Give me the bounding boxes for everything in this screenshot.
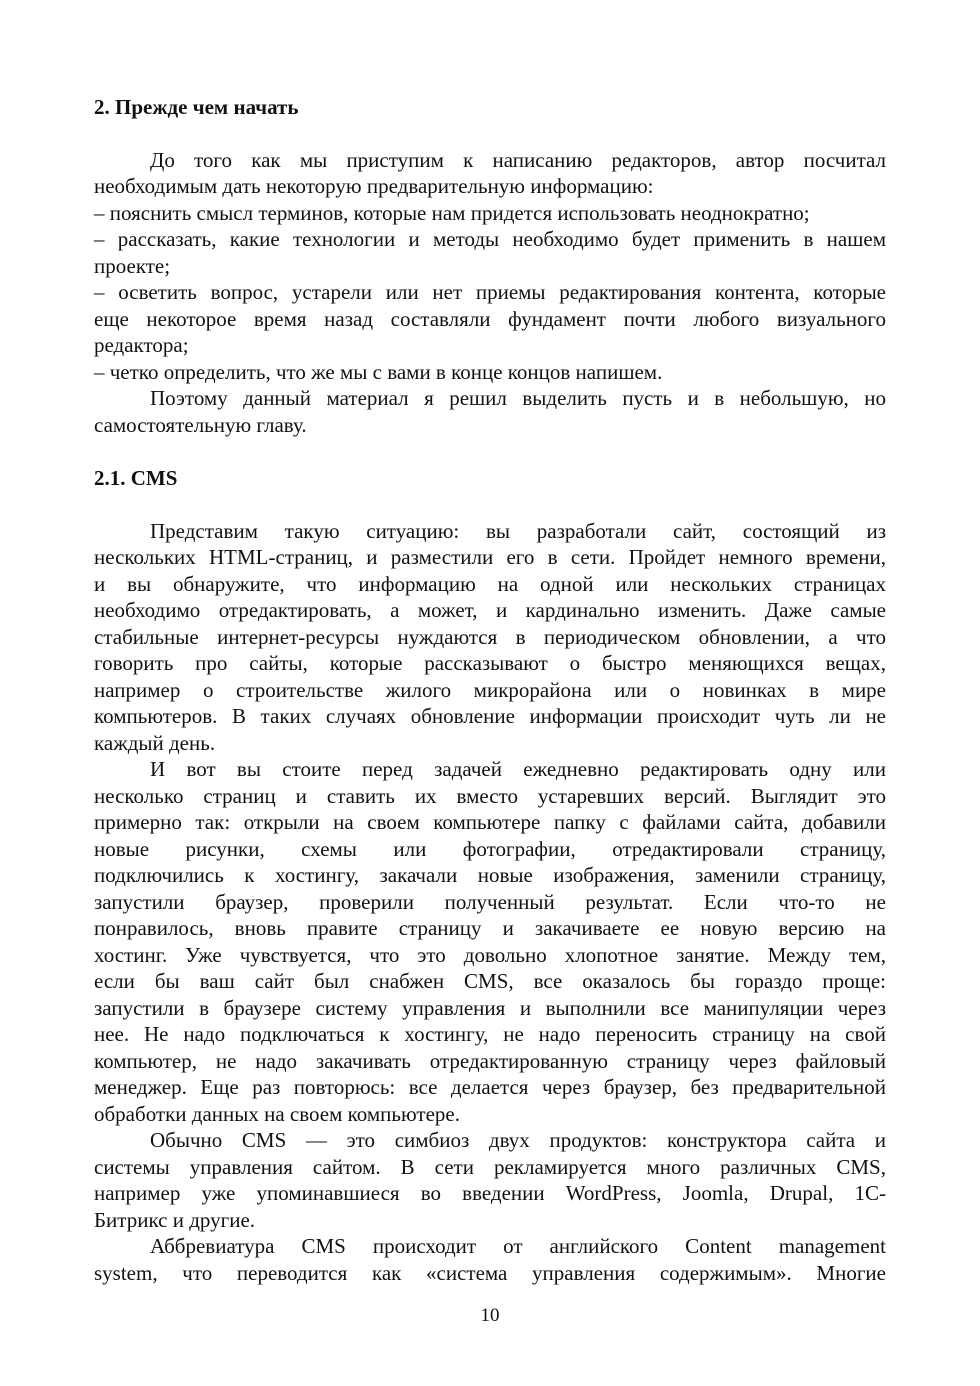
paragraph-line: нескольких HTML-страниц, и разместили его в сети. Пройдет немного времени, — [94, 545, 886, 569]
paragraph-line: хостинг. Уже чувствуется, что это довольно хлопотное занятие. Между тем, — [94, 943, 886, 967]
paragraph-line: проекте; — [94, 254, 171, 278]
list-item: – четко определить, что же мы с вами в конце концов напишем. — [94, 360, 663, 384]
paragraph-line: system, что переводится как «система управления содержимым». Многие — [94, 1261, 886, 1285]
paragraph-line: примерно так: открыли на своем компьютере папку с файлами сайта, добавили — [94, 810, 886, 834]
section-title: 2. Прежде чем начать — [94, 95, 299, 119]
paragraph-line: обработки данных на своем компьютере. — [94, 1102, 460, 1126]
list-item: – пояснить смысл терминов, которые нам придется использовать неоднократно; — [94, 201, 810, 225]
list-item: – осветить вопрос, устарели или нет приемы редактирования контента, которые — [94, 280, 886, 304]
paragraph-line: До того как мы приступим к написанию редакторов, автор посчитал — [150, 148, 886, 172]
paragraph-line: Обычно CMS — это симбиоз двух продуктов: конструктора сайта и — [150, 1128, 886, 1152]
paragraph-line: редактора; — [94, 333, 189, 357]
paragraph-line: и вы обнаружите, что информацию на одной или нескольких страницах — [94, 572, 886, 596]
paragraph-line: подключились к хостингу, закачали новые изображения, заменили страницу, — [94, 863, 886, 887]
paragraph-line: несколько страниц и ставить их вместо устаревших версий. Выглядит это — [94, 784, 886, 808]
paragraph-line: новые рисунки, схемы или фотографии, отредактировали страницу, — [94, 837, 886, 861]
paragraph-line: еще некоторое время назад составляли фундамент почти любого визуального — [94, 307, 886, 331]
paragraph-line: Битрикс и другие. — [94, 1208, 256, 1232]
paragraph-line: И вот вы стоите перед задачей ежедневно редактировать одну или — [150, 757, 886, 781]
paragraph-line: если бы ваш сайт был снабжен CMS, все оказалось бы гораздо проще: — [94, 969, 886, 993]
paragraph-line: запустили браузер, проверили полученный результат. Если что-то не — [94, 890, 886, 914]
page-number: 10 — [480, 1305, 500, 1326]
paragraph-line: нее. Не надо подключаться к хостингу, не надо переносить страницу на свой — [94, 1022, 886, 1046]
paragraph-line: необходимо отредактировать, а может, и кардинально изменить. Даже самые — [94, 598, 886, 622]
document-page — [94, 0, 886, 1386]
paragraph-line: Поэтому данный материал я решил выделить пусть и в небольшую, но — [150, 386, 886, 410]
paragraph-line: компьютер, не надо закачивать отредактированную страницу через файловый — [94, 1049, 886, 1073]
paragraph-line: системы управления сайтом. В сети рекламируется много различных CMS, — [94, 1155, 886, 1179]
paragraph-line: менеджер. Еще раз повторюсь: все делается через браузер, без предварительной — [94, 1075, 886, 1099]
paragraph-line: каждый день. — [94, 731, 216, 755]
paragraph-line: например уже упоминавшиеся во введении WordPress, Joomla, Drupal, 1С- — [94, 1181, 886, 1205]
paragraph-line: понравилось, вновь правите страницу и закачиваете ее новую версию на — [94, 916, 886, 940]
paragraph-line: компьютеров. В таких случаях обновление информации происходит чуть ли не — [94, 704, 886, 728]
list-item: – рассказать, какие технологии и методы необходимо будет применить в нашем — [94, 227, 886, 251]
paragraph-line: Представим такую ситуацию: вы разработали сайт, состоящий из — [150, 519, 886, 543]
paragraph-line: например о строительстве жилого микрорайона или о новинках в мире — [94, 678, 886, 702]
subsection-title: 2.1. CMS — [94, 466, 178, 490]
paragraph-line: самостоятельную главу. — [94, 413, 307, 437]
paragraph-line: Аббревиатура CMS происходит от английского Content management — [150, 1234, 886, 1258]
paragraph-line: стабильные интернет-ресурсы нуждаются в периодическом обновлении, а что — [94, 625, 886, 649]
paragraph-line: необходимым дать некоторую предварительную информацию: — [94, 174, 654, 198]
paragraph-line: говорить про сайты, которые рассказывают о быстро меняющихся вещах, — [94, 651, 886, 675]
paragraph-line: запустили в браузере систему управления и выполнили все манипуляции через — [94, 996, 886, 1020]
